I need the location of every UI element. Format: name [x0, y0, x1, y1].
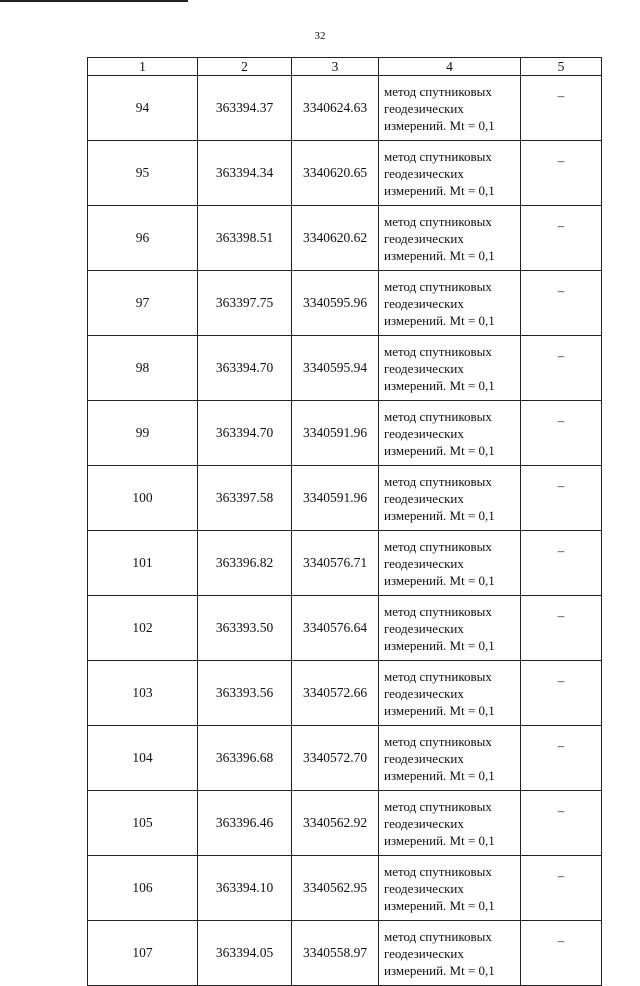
point-number: 105 — [88, 791, 198, 856]
method-line: геодезических — [384, 945, 464, 961]
method-cell — [379, 271, 521, 336]
method-line: измерений. Mt = 0,1 — [384, 832, 495, 848]
note-cell: – — [521, 401, 602, 466]
coordinates-table — [87, 57, 602, 986]
method-cell — [379, 141, 521, 206]
point-number: 106 — [88, 856, 198, 921]
point-number: 102 — [88, 596, 198, 661]
method-line: метод спутниковых — [384, 343, 492, 359]
point-number: 103 — [88, 661, 198, 726]
method-line: измерений. Mt = 0,1 — [384, 182, 495, 198]
coord-x: 363397.58 — [198, 466, 292, 531]
coord-x: 363396.46 — [198, 791, 292, 856]
method-cell — [379, 921, 521, 986]
header-col-1: 1 — [88, 58, 198, 76]
point-number: 97 — [88, 271, 198, 336]
coord-y: 3340595.94 — [292, 336, 379, 401]
method-line: геодезических — [384, 100, 464, 116]
point-number: 107 — [88, 921, 198, 986]
method-line: измерений. Mt = 0,1 — [384, 507, 495, 523]
coord-x: 363394.70 — [198, 336, 292, 401]
method-line: геодезических — [384, 165, 464, 181]
coord-y: 3340591.96 — [292, 466, 379, 531]
table-row — [88, 531, 602, 596]
method-line: измерений. Mt = 0,1 — [384, 312, 495, 328]
note-cell: – — [521, 596, 602, 661]
coord-y: 3340595.96 — [292, 271, 379, 336]
method-line: метод спутниковых — [384, 733, 492, 749]
method-cell — [379, 466, 521, 531]
coord-x: 363394.70 — [198, 401, 292, 466]
method-line: геодезических — [384, 555, 464, 571]
method-line: геодезических — [384, 490, 464, 506]
method-line: метод спутниковых — [384, 603, 492, 619]
coord-x: 363393.50 — [198, 596, 292, 661]
point-number: 98 — [88, 336, 198, 401]
table-row — [88, 726, 602, 791]
method-line: метод спутниковых — [384, 408, 492, 424]
table-row — [88, 856, 602, 921]
method-cell — [379, 336, 521, 401]
top-rule — [0, 0, 188, 2]
header-col-4: 4 — [379, 58, 521, 76]
note-cell: – — [521, 921, 602, 986]
note-cell: – — [521, 76, 602, 141]
point-number: 100 — [88, 466, 198, 531]
coord-x: 363393.56 — [198, 661, 292, 726]
table-row — [88, 596, 602, 661]
coord-y: 3340562.95 — [292, 856, 379, 921]
point-number: 99 — [88, 401, 198, 466]
coord-x: 363394.34 — [198, 141, 292, 206]
table-row — [88, 466, 602, 531]
method-line: метод спутниковых — [384, 928, 492, 944]
method-line: метод спутниковых — [384, 213, 492, 229]
method-cell — [379, 206, 521, 271]
method-line: измерений. Mt = 0,1 — [384, 702, 495, 718]
point-number: 95 — [88, 141, 198, 206]
coord-y: 3340562.92 — [292, 791, 379, 856]
coord-y: 3340572.70 — [292, 726, 379, 791]
coord-y: 3340576.71 — [292, 531, 379, 596]
method-line: геодезических — [384, 815, 464, 831]
method-cell — [379, 661, 521, 726]
method-line: измерений. Mt = 0,1 — [384, 442, 495, 458]
point-number: 96 — [88, 206, 198, 271]
method-cell — [379, 856, 521, 921]
note-cell: – — [521, 531, 602, 596]
note-cell: – — [521, 141, 602, 206]
method-line: измерений. Mt = 0,1 — [384, 377, 495, 393]
note-cell: – — [521, 726, 602, 791]
method-line: геодезических — [384, 425, 464, 441]
method-line: геодезических — [384, 685, 464, 701]
table-row — [88, 791, 602, 856]
table-row — [88, 401, 602, 466]
header-col-3: 3 — [292, 58, 379, 76]
coord-x: 363396.82 — [198, 531, 292, 596]
method-line: измерений. Mt = 0,1 — [384, 962, 495, 978]
method-line: измерений. Mt = 0,1 — [384, 247, 495, 263]
method-cell — [379, 596, 521, 661]
note-cell: – — [521, 661, 602, 726]
coord-x: 363398.51 — [198, 206, 292, 271]
note-cell: – — [521, 466, 602, 531]
coord-y: 3340572.66 — [292, 661, 379, 726]
note-cell: – — [521, 791, 602, 856]
header-col-5: 5 — [521, 58, 602, 76]
method-line: геодезических — [384, 230, 464, 246]
method-cell — [379, 791, 521, 856]
coord-x: 363394.10 — [198, 856, 292, 921]
note-cell: – — [521, 271, 602, 336]
coord-x: 363396.68 — [198, 726, 292, 791]
table-row — [88, 76, 602, 141]
coord-y: 3340558.97 — [292, 921, 379, 986]
method-line: геодезических — [384, 360, 464, 376]
method-line: измерений. Mt = 0,1 — [384, 767, 495, 783]
coord-y: 3340620.62 — [292, 206, 379, 271]
method-line: метод спутниковых — [384, 83, 492, 99]
method-line: измерений. Mt = 0,1 — [384, 897, 495, 913]
method-line: метод спутниковых — [384, 473, 492, 489]
table-row — [88, 336, 602, 401]
method-line: метод спутниковых — [384, 538, 492, 554]
method-cell — [379, 531, 521, 596]
coord-y: 3340624.63 — [292, 76, 379, 141]
coord-x: 363394.37 — [198, 76, 292, 141]
method-line: измерений. Mt = 0,1 — [384, 637, 495, 653]
method-line: геодезических — [384, 620, 464, 636]
table-row — [88, 206, 602, 271]
method-line: геодезических — [384, 880, 464, 896]
header-row — [88, 58, 602, 76]
method-line: метод спутниковых — [384, 798, 492, 814]
method-cell — [379, 726, 521, 791]
table-row — [88, 271, 602, 336]
note-cell: – — [521, 856, 602, 921]
point-number: 101 — [88, 531, 198, 596]
method-line: геодезических — [384, 750, 464, 766]
method-line: измерений. Mt = 0,1 — [384, 117, 495, 133]
coord-x: 363394.05 — [198, 921, 292, 986]
coord-y: 3340620.65 — [292, 141, 379, 206]
method-cell — [379, 76, 521, 141]
method-line: геодезических — [384, 295, 464, 311]
point-number: 94 — [88, 76, 198, 141]
method-line: метод спутниковых — [384, 668, 492, 684]
table-row — [88, 661, 602, 726]
coord-y: 3340576.64 — [292, 596, 379, 661]
header-col-2: 2 — [198, 58, 292, 76]
note-cell: – — [521, 206, 602, 271]
method-line: метод спутниковых — [384, 278, 492, 294]
method-line: метод спутниковых — [384, 863, 492, 879]
coord-x: 363397.75 — [198, 271, 292, 336]
method-cell — [379, 401, 521, 466]
table-row — [88, 141, 602, 206]
point-number: 104 — [88, 726, 198, 791]
method-line: измерений. Mt = 0,1 — [384, 572, 495, 588]
coord-y: 3340591.96 — [292, 401, 379, 466]
table-row — [88, 921, 602, 986]
note-cell: – — [521, 336, 602, 401]
method-line: метод спутниковых — [384, 148, 492, 164]
page-number: 32 — [314, 30, 326, 42]
